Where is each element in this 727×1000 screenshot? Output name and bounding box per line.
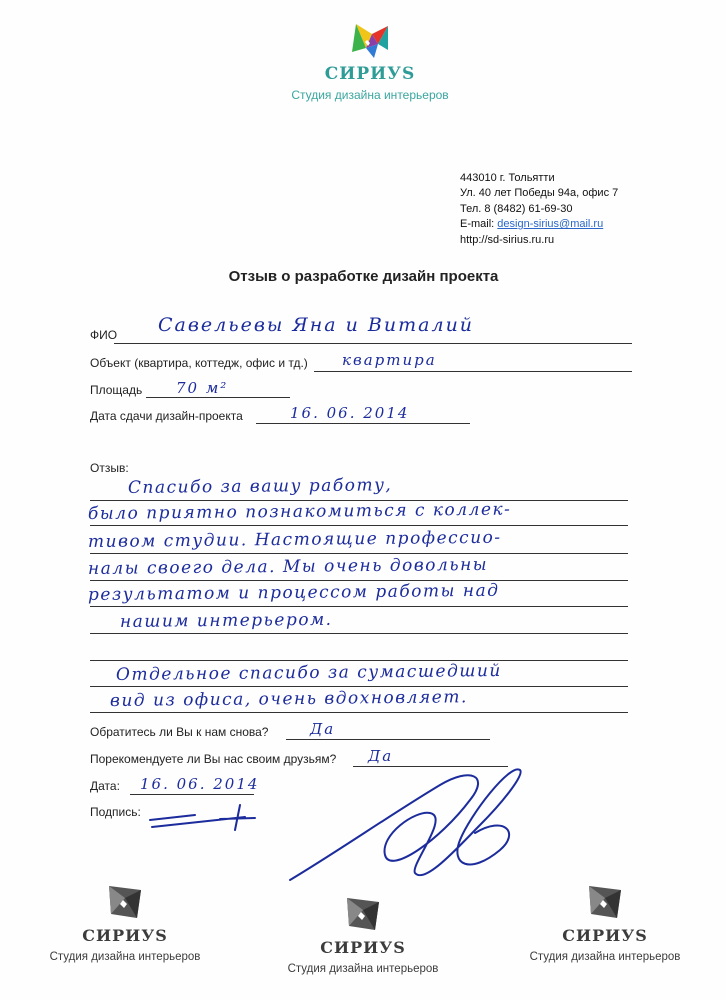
date-project-value: 16. 06. 2014: [290, 404, 410, 422]
email-link[interactable]: design-sirius@mail.ru: [497, 218, 604, 231]
area-label: Площадь: [90, 383, 143, 397]
review-text-line: результатом и процессом работы над: [87, 580, 500, 605]
review-text-line: вид из офиса, очень вдохновляет.: [109, 687, 468, 711]
review-rule-6: [90, 633, 628, 634]
email-label: E-mail:: [460, 218, 495, 231]
footer-brand: СИРИУS: [320, 938, 406, 957]
date-value: 16. 06. 2014: [140, 775, 260, 793]
signature-label: Подпись:: [90, 805, 141, 819]
date-label: Дата:: [90, 779, 120, 793]
address-phone: Тел. 8 (8482) 61-69-30: [460, 202, 573, 215]
footer-logo-center: [268, 892, 458, 975]
footer-tagline: Студия дизайна интерьеров: [287, 963, 439, 975]
address-city: 443010 г. Тольятти: [460, 172, 555, 184]
footer-logo-left: [30, 880, 220, 963]
address-site[interactable]: http://sd-sirius.ru.ru: [460, 233, 555, 246]
header-logo: [290, 18, 450, 102]
review-label: Отзыв:: [90, 461, 129, 475]
recommend-value: Да: [368, 747, 394, 765]
area-value: 70 м²: [176, 379, 229, 397]
review-text-line: было приятно познакомиться с коллек-: [87, 499, 512, 524]
address-block: [460, 171, 618, 248]
review-text-line: Спасибо за вашу работу,: [127, 475, 393, 498]
footer-tagline: Студия дизайна интерьеров: [529, 951, 681, 963]
object-label: Объект (квартира, коттедж, офис и тд.): [90, 356, 308, 370]
header-brand: СИРИУS: [324, 64, 416, 84]
area-line: [146, 397, 290, 398]
review-rule-7: [90, 660, 628, 661]
review-rule-4: [90, 580, 628, 581]
object-line: [314, 371, 632, 372]
date-project-line: [256, 423, 470, 424]
date-project-label: Дата сдачи дизайн-проекта: [90, 409, 243, 423]
sirius-color-logo-icon: [348, 18, 392, 62]
header-tagline: Студия дизайна интерьеров: [291, 88, 449, 102]
object-value: квартира: [342, 351, 437, 369]
review-text-line: тивом студии. Настоящие профессио-: [87, 527, 502, 552]
review-rule-5: [90, 606, 628, 607]
fio-line: [114, 343, 632, 344]
sirius-mono-logo-icon: [341, 892, 385, 936]
review-rule-8: [90, 686, 628, 687]
footer-brand: СИРИУS: [562, 926, 648, 945]
recommend-label: Порекомендуете ли Вы нас своим друзьям?: [90, 752, 337, 766]
review-text-line: нашим интерьером.: [119, 609, 333, 632]
review-rule-3: [90, 553, 628, 554]
footer-brand: СИРИУS: [82, 926, 168, 945]
fio-value: Савельевы Яна и Виталий: [158, 314, 475, 336]
review-rule-2: [90, 525, 628, 526]
address-street: Ул. 40 лет Победы 94а, офис 7: [460, 187, 619, 200]
sirius-mono-logo-icon: [583, 880, 627, 924]
footer-logo-right: [510, 880, 700, 963]
review-rule-9: [90, 712, 628, 713]
page-title: Отзыв о разработке дизайн проекта: [228, 268, 499, 285]
review-text-line: налы своего дела. Мы очень довольны: [87, 554, 489, 579]
return-value: Да: [310, 720, 336, 738]
review-text-line: Отдельное спасибо за сумасшедший: [115, 660, 502, 685]
return-line: [286, 739, 490, 740]
address-email-row: [460, 217, 618, 232]
footer-tagline: Студия дизайна интерьеров: [49, 951, 201, 963]
return-label: Обратитесь ли Вы к нам снова?: [90, 725, 269, 739]
sirius-mono-logo-icon: [103, 880, 147, 924]
fio-label: ФИО: [90, 328, 118, 342]
